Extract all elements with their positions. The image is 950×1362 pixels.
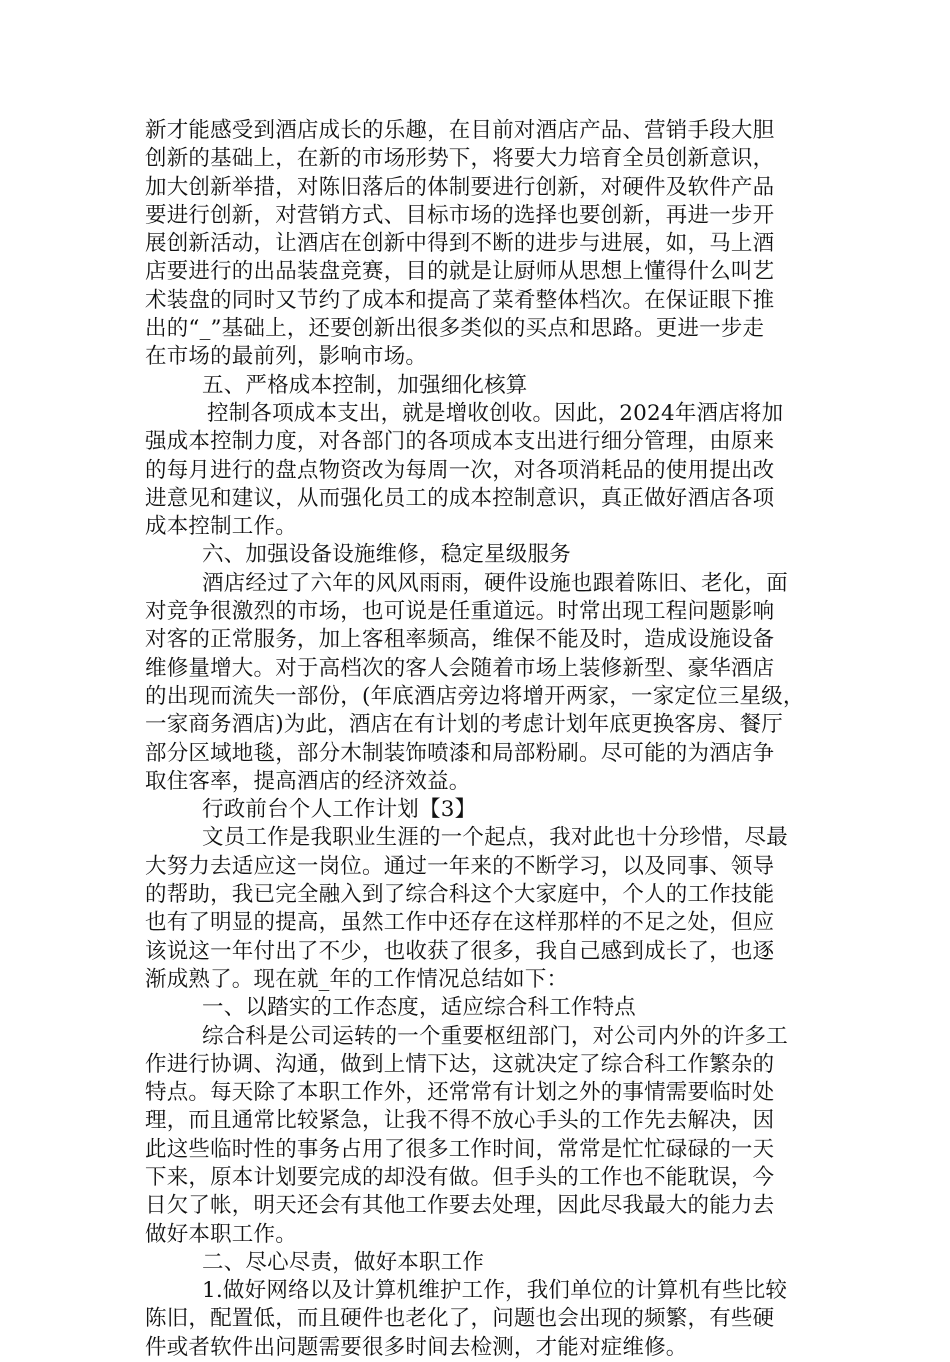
text-line: 五、严格成本控制，加强细化核算 bbox=[202, 372, 528, 398]
text-line: 维修量增大。对于高档次的客人会随着市场上装修新型、豪华酒店 bbox=[145, 655, 775, 681]
text-line: 特点。每天除了本职工作外，还常常有计划之外的事情需要临时处 bbox=[145, 1080, 775, 1106]
text-line: 强成本控制力度，对各部门的各项成本支出进行细分管理，由原来 bbox=[145, 429, 775, 455]
text-line: 加大创新举措，对陈旧落后的体制要进行创新，对硬件及软件产品 bbox=[145, 174, 775, 200]
text-line: 出的“_”基础上，还要创新出很多类似的买点和思路。更进一步走 bbox=[145, 316, 765, 342]
text-line: 此这些临时性的事务占用了很多工作时间，常常是忙忙碌碌的一天 bbox=[145, 1136, 775, 1162]
text-line: 行政前台个人工作计划【3】 bbox=[202, 797, 477, 823]
text-line: 作进行协调、沟通，做到上情下达，这就决定了综合科工作繁杂的 bbox=[145, 1051, 775, 1077]
text-line: 渐成熟了。现在就_年的工作情况总结如下： bbox=[145, 966, 569, 992]
text-line: 一、以踏实的工作态度，适应综合科工作特点 bbox=[202, 995, 637, 1021]
text-line: 的出现而流失一部份，(年底酒店旁边将增开两家，一家定位三星级， bbox=[145, 683, 805, 709]
text-line: 对竞争很激烈的市场，也可说是任重道远。时常出现工程问题影响 bbox=[145, 599, 775, 625]
text-line: 理，而且通常比较紧急，让我不得不放心手头的工作先去解决，因 bbox=[145, 1108, 775, 1134]
text-line: 文员工作是我职业生涯的一个起点，我对此也十分珍惜，尽最 bbox=[202, 825, 788, 851]
text-line: 件或者软件出问题需要很多时间去检测，才能对症维修。 bbox=[145, 1334, 688, 1360]
text-line: 控制各项成本支出，就是增收创收。因此，2024年酒店将加 bbox=[207, 400, 784, 426]
text-line: 对客的正常服务，加上客租率频高，维保不能及时，造成设施设备 bbox=[145, 627, 775, 653]
text-line: 要进行创新，对营销方式、目标市场的选择也要创新，再进一步开 bbox=[145, 202, 775, 228]
text-line: 综合科是公司运转的一个重要枢纽部门，对公司内外的许多工 bbox=[202, 1023, 788, 1049]
text-line: 在市场的最前列，影响市场。 bbox=[145, 344, 428, 370]
text-line: 一家商务酒店)为此，酒店在有计划的考虑计划年底更换客房、餐厅 bbox=[145, 712, 783, 738]
text-line: 部分区域地毯，部分木制装饰喷漆和局部粉刷。尽可能的为酒店争 bbox=[145, 740, 775, 766]
text-line: 术装盘的同时又节约了成本和提高了菜肴整体档次。在保证眼下推 bbox=[145, 287, 775, 313]
document-body bbox=[145, 117, 810, 1362]
text-line: 的帮助，我已完全融入到了综合科这个大家庭中，个人的工作技能 bbox=[145, 882, 775, 908]
text-line: 展创新活动，让酒店在创新中得到不断的进步与进展，如，马上酒 bbox=[145, 231, 775, 257]
text-line: 成本控制工作。 bbox=[145, 514, 297, 540]
text-line: 新才能感受到酒店成长的乐趣，在目前对酒店产品、营销手段大胆 bbox=[145, 118, 775, 143]
text-line: 陈旧，配置低，而且硬件也老化了，问题也会出现的频繁，有些硬 bbox=[145, 1306, 775, 1332]
text-line: 大努力去适应这一岗位。通过一年来的不断学习，以及同事、领导 bbox=[145, 853, 775, 879]
text-line: 取住客率，提高酒店的经济效益。 bbox=[145, 768, 471, 794]
text-line: 做好本职工作。 bbox=[145, 1221, 297, 1247]
text-line: 进意见和建议，从而强化员工的成本控制意识，真正做好酒店各项 bbox=[145, 485, 775, 511]
text-line: 日欠了帐，明天还会有其他工作要去处理，因此尽我最大的能力去 bbox=[145, 1193, 775, 1219]
text-line: 下来，原本计划要完成的却没有做。但手头的工作也不能耽误，今 bbox=[145, 1164, 775, 1190]
text-line: 酒店经过了六年的风风雨雨，硬件设施也跟着陈旧、老化，面 bbox=[202, 570, 788, 596]
text-line: 创新的基础上，在新的市场形势下，将要大力培育全员创新意识， bbox=[145, 146, 775, 172]
text-line: 也有了明显的提高，虽然工作中还存在这样那样的不足之处，但应 bbox=[145, 910, 775, 936]
text-line: 该说这一年付出了不少，也收获了很多，我自己感到成长了，也逐 bbox=[145, 938, 775, 964]
text-line: 六、加强设备设施维修，稳定星级服务 bbox=[202, 542, 571, 568]
text-line: 店要进行的出品装盘竞赛，目的就是让厨师从思想上懂得什么叫艺 bbox=[145, 259, 775, 285]
text-line: 二、尽心尽责，做好本职工作 bbox=[202, 1249, 485, 1275]
text-line: 的每月进行的盘点物资改为每周一次，对各项消耗品的使用提出改 bbox=[145, 457, 775, 483]
text-line: 1.做好网络以及计算机维护工作，我们单位的计算机有些比较 bbox=[202, 1278, 788, 1304]
